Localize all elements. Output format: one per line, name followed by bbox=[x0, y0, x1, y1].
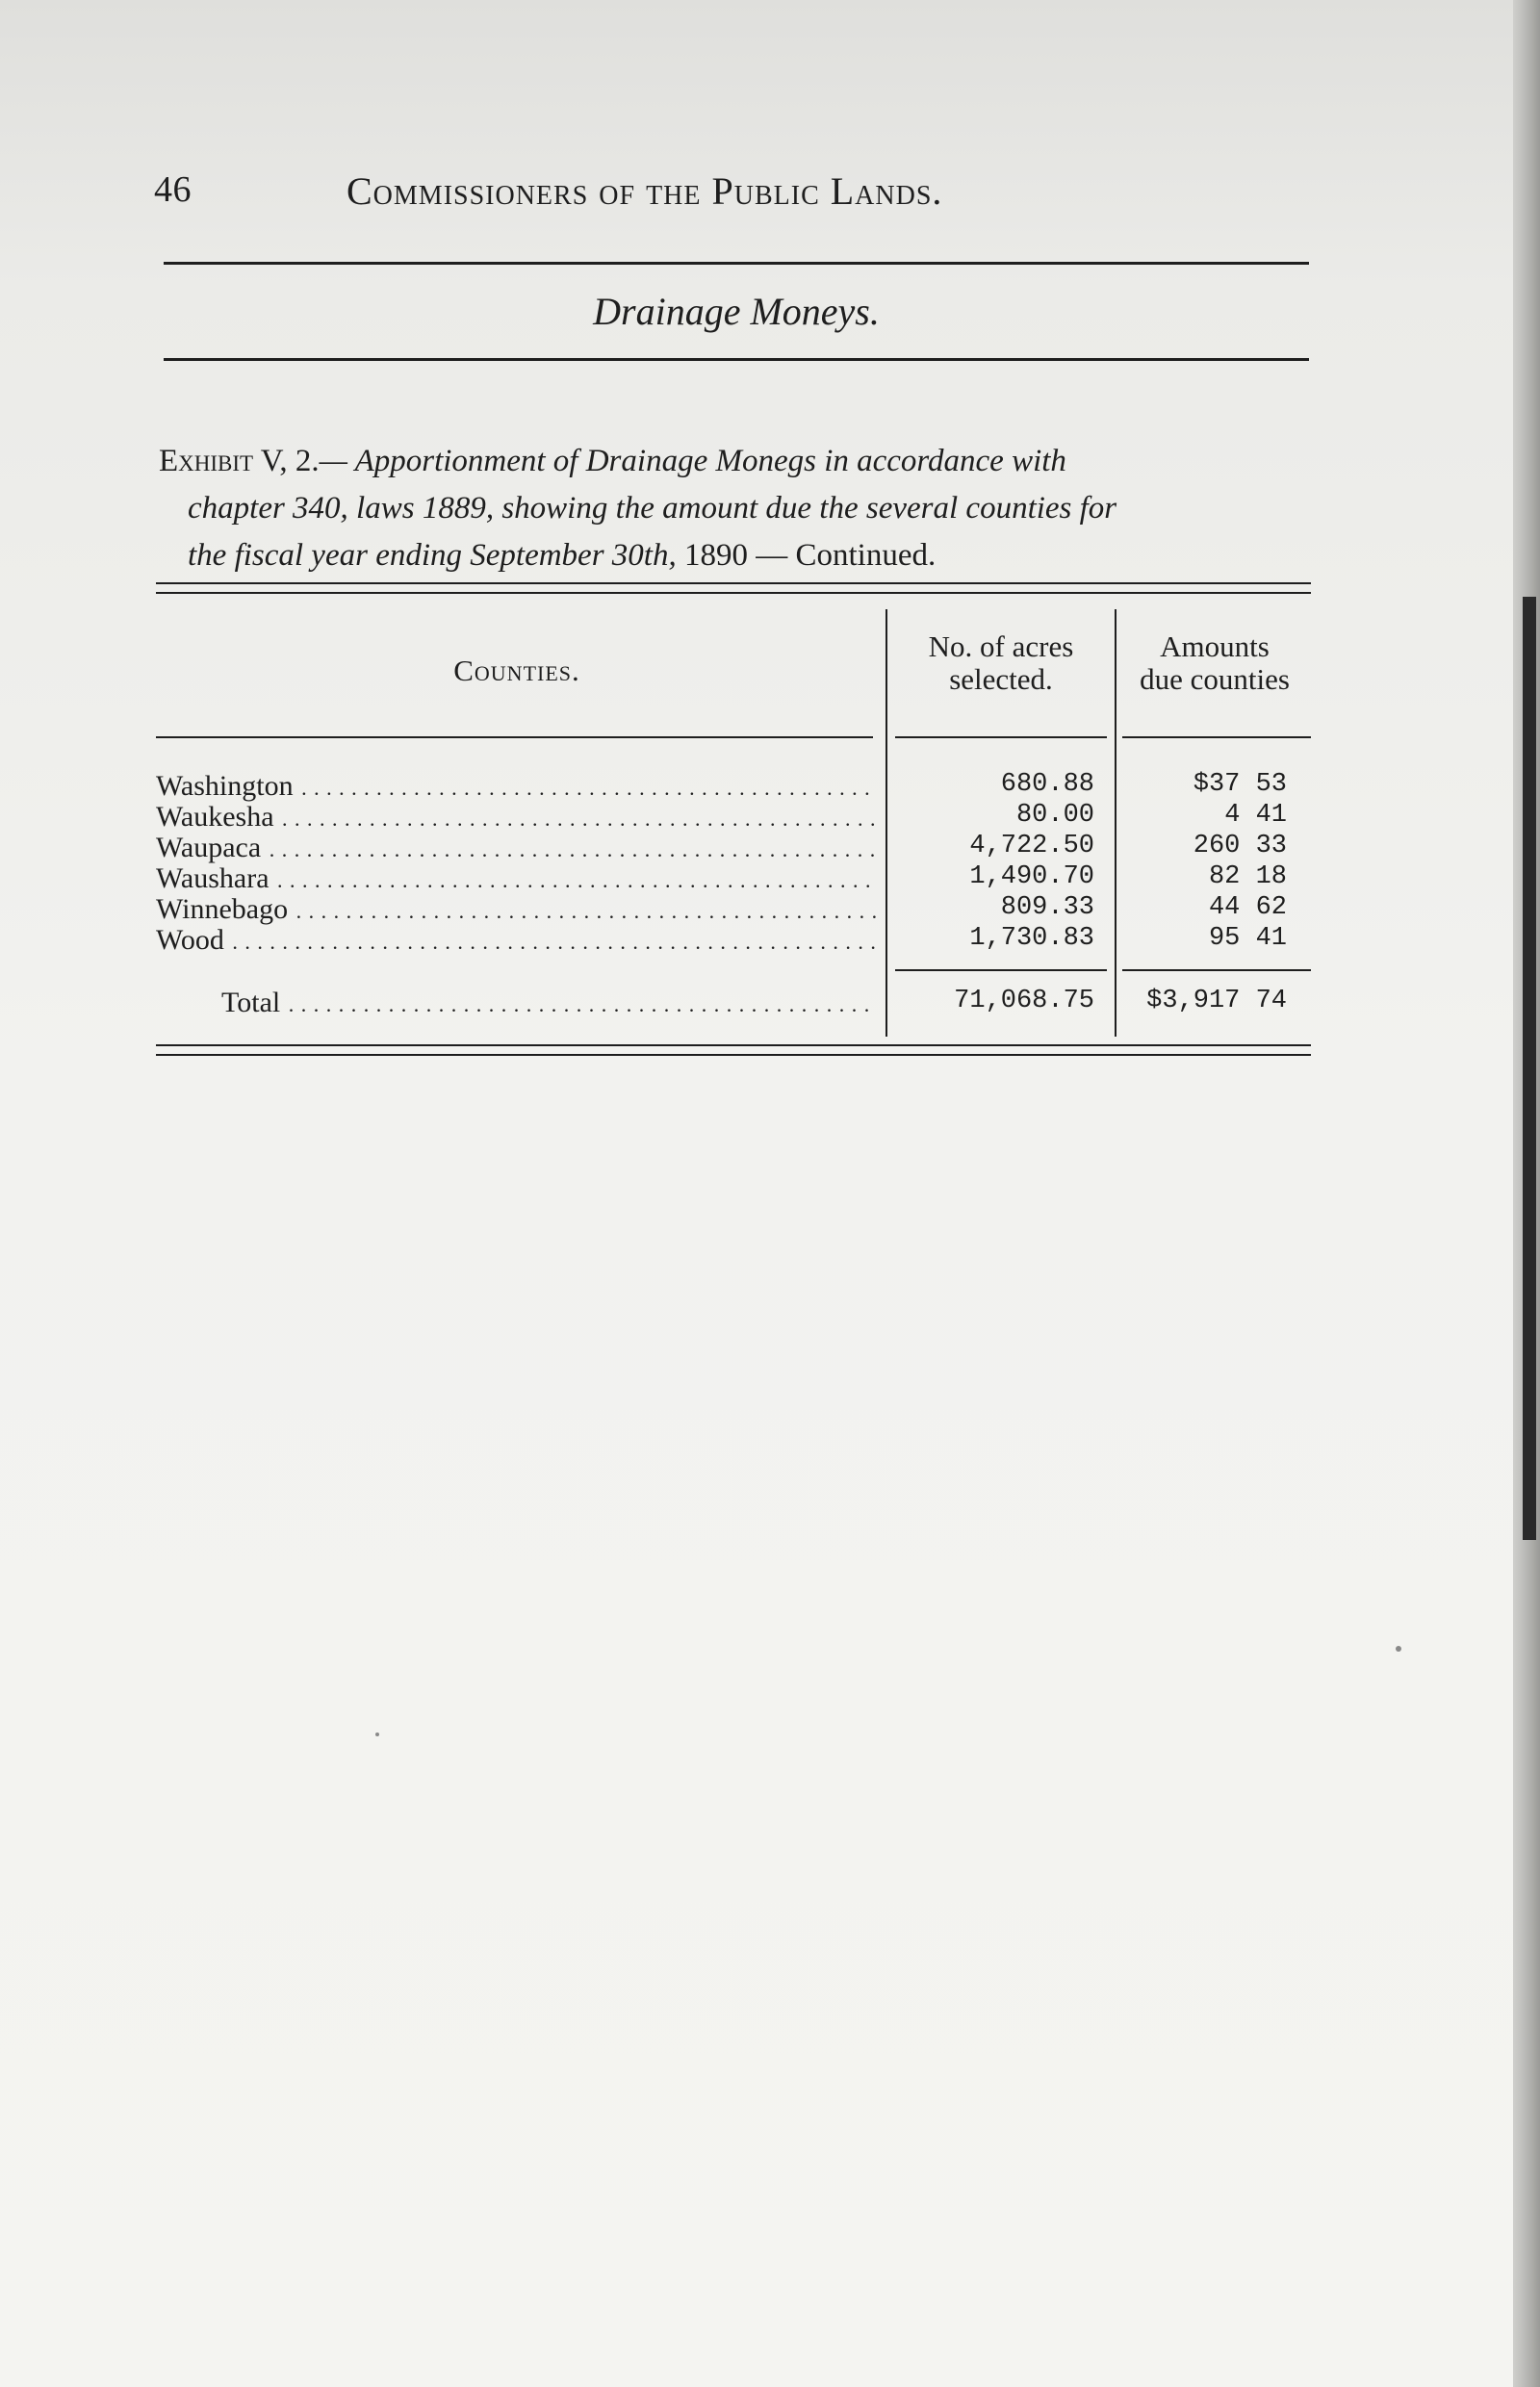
binding-shadow bbox=[1523, 597, 1536, 1540]
exhibit-caption bbox=[159, 438, 1314, 579]
acres-value: 4,722.50 bbox=[969, 832, 1094, 860]
table-row bbox=[156, 832, 1311, 862]
acres-value: 1,730.83 bbox=[969, 924, 1094, 953]
table-bottom-rule bbox=[156, 1044, 1311, 1056]
total-rule-acres bbox=[895, 969, 1107, 971]
header-amounts bbox=[1118, 630, 1311, 696]
table-row bbox=[156, 893, 1311, 924]
acres-value: 1,490.70 bbox=[969, 862, 1094, 891]
apportionment-table bbox=[156, 582, 1311, 1073]
amount-value: 82 18 bbox=[1208, 862, 1287, 891]
amount-value: $37 53 bbox=[1193, 770, 1287, 799]
acres-value: 80.00 bbox=[1015, 801, 1094, 830]
paper-speck bbox=[375, 1732, 379, 1736]
header-rule bbox=[164, 262, 1309, 265]
header-acres bbox=[889, 630, 1113, 696]
table-top-rule bbox=[156, 582, 1311, 594]
table-row bbox=[156, 770, 1311, 801]
section-title: Drainage Moneys. bbox=[593, 290, 880, 333]
header-amounts-line-1: Amounts bbox=[1160, 629, 1270, 663]
running-head: Commissioners of the Public Lands. bbox=[346, 169, 943, 213]
header-acres-line-1: No. of acres bbox=[928, 629, 1074, 663]
acres-value: 680.88 bbox=[1000, 770, 1094, 799]
caption-line-1: — Apportionment of Drainage Monegs in accordance with bbox=[319, 444, 1066, 478]
table-total-row bbox=[156, 987, 1311, 1017]
amount-value: 44 62 bbox=[1208, 893, 1287, 922]
header-counties: Counties. bbox=[453, 654, 580, 687]
header-amounts-line-2: due counties bbox=[1140, 662, 1290, 696]
county-name: Winnebago bbox=[156, 893, 289, 925]
header-acres-line-2: selected. bbox=[949, 662, 1053, 696]
county-name: Washington bbox=[156, 770, 294, 802]
total-acres: 71,068.75 bbox=[954, 987, 1094, 1015]
acres-value: 809.33 bbox=[1000, 893, 1094, 922]
total-amount: $3,917 74 bbox=[1146, 987, 1287, 1015]
total-label: Total bbox=[221, 987, 281, 1018]
county-name: Waushara bbox=[156, 862, 270, 894]
header-underline-counties bbox=[156, 736, 873, 738]
county-name: Waupaca bbox=[156, 832, 262, 863]
table-row bbox=[156, 862, 1311, 893]
caption-line-2: chapter 340, laws 1889, showing the amount due the several counties for bbox=[188, 491, 1117, 526]
caption-line-3-plain: 1890 — Continued. bbox=[676, 538, 937, 573]
exhibit-label: Exhibit V, 2. bbox=[159, 444, 320, 478]
paper-speck bbox=[1396, 1646, 1401, 1652]
county-name: Wood bbox=[156, 924, 224, 956]
county-name: Waukesha bbox=[156, 801, 274, 833]
amount-value: 95 41 bbox=[1208, 924, 1287, 953]
section-rule bbox=[164, 358, 1309, 361]
page-binding-edge bbox=[1513, 0, 1540, 2387]
header-underline-amounts bbox=[1122, 736, 1311, 738]
total-rule-amounts bbox=[1122, 969, 1311, 971]
table-row bbox=[156, 924, 1311, 955]
table-row bbox=[156, 801, 1311, 832]
amount-value: 4 41 bbox=[1224, 801, 1287, 830]
header-underline-acres bbox=[895, 736, 1107, 738]
caption-line-3-italic: the fiscal year ending September 30th, bbox=[188, 538, 677, 573]
page-number: 46 bbox=[154, 169, 192, 210]
amount-value: 260 33 bbox=[1193, 832, 1287, 860]
